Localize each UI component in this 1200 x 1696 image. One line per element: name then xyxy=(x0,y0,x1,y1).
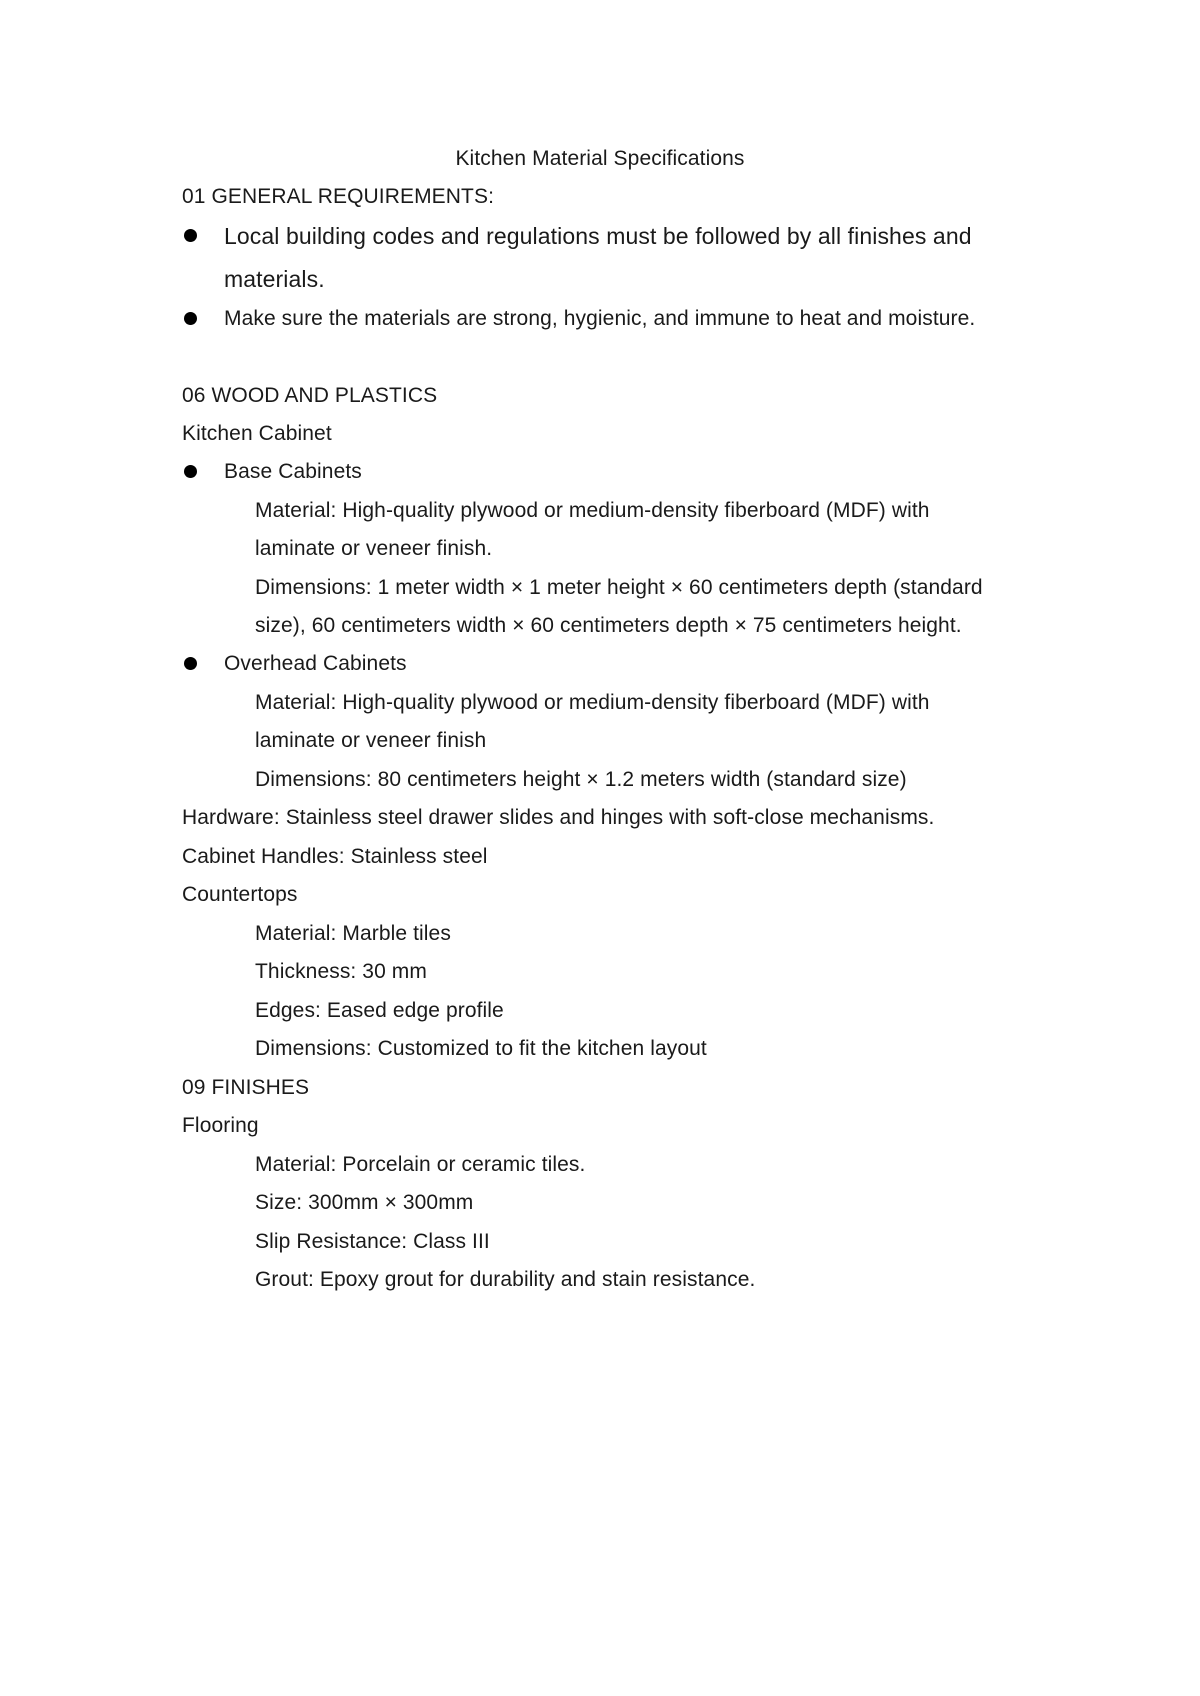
flooring-grout: Grout: Epoxy grout for durability and stain resistance. xyxy=(255,1268,756,1291)
countertops-material: Material: Marble tiles xyxy=(255,922,451,945)
section-heading-finishes: 09 FINISHES xyxy=(182,1076,310,1099)
general-item-1-line-1: Local building codes and regulations must be followed by all finishes and xyxy=(224,223,972,249)
overhead-dimensions: Dimensions: 80 centimeters height × 1.2 meters width (standard size) xyxy=(255,768,907,791)
bullet-icon xyxy=(184,229,197,242)
kitchen-cabinet-heading: Kitchen Cabinet xyxy=(182,422,332,445)
countertops-edges: Edges: Eased edge profile xyxy=(255,999,504,1022)
overhead-material-line-2: laminate or veneer finish xyxy=(255,729,487,752)
base-dimensions-line-2: size), 60 centimeters width × 60 centimeters depth × 75 centimeters height. xyxy=(255,614,962,637)
bullet-icon xyxy=(184,465,197,478)
base-material-line-2: laminate or veneer finish. xyxy=(255,537,493,560)
hardware-spec: Hardware: Stainless steel drawer slides and hinges with soft-close mechanisms. xyxy=(182,806,935,829)
countertops-heading: Countertops xyxy=(182,883,298,906)
base-cabinets-label: Base Cabinets xyxy=(224,460,362,483)
base-dimensions-line-1: Dimensions: 1 meter width × 1 meter height × 60 centimeters depth (standard xyxy=(255,576,983,599)
general-item-2: Make sure the materials are strong, hygienic, and immune to heat and moisture. xyxy=(224,307,976,330)
countertops-thickness: Thickness: 30 mm xyxy=(255,960,427,983)
bullet-icon xyxy=(184,312,197,325)
document-title: Kitchen Material Specifications xyxy=(455,147,745,170)
flooring-size: Size: 300mm × 300mm xyxy=(255,1191,474,1214)
flooring-slip-resistance: Slip Resistance: Class III xyxy=(255,1230,490,1253)
overhead-cabinets-label: Overhead Cabinets xyxy=(224,652,407,675)
section-heading-wood: 06 WOOD AND PLASTICS xyxy=(182,384,438,407)
countertops-dimensions: Dimensions: Customized to fit the kitchen layout xyxy=(255,1037,707,1060)
section-heading-general: 01 GENERAL REQUIREMENTS: xyxy=(182,185,495,208)
cabinet-handles-spec: Cabinet Handles: Stainless steel xyxy=(182,845,488,868)
general-item-1-line-2: materials. xyxy=(224,266,325,292)
base-material-line-1: Material: High-quality plywood or medium-density fiberboard (MDF) with xyxy=(255,499,930,522)
overhead-material-line-1: Material: High-quality plywood or medium-density fiberboard (MDF) with xyxy=(255,691,930,714)
flooring-heading: Flooring xyxy=(182,1114,259,1137)
bullet-icon xyxy=(184,657,197,670)
flooring-material: Material: Porcelain or ceramic tiles. xyxy=(255,1153,586,1176)
